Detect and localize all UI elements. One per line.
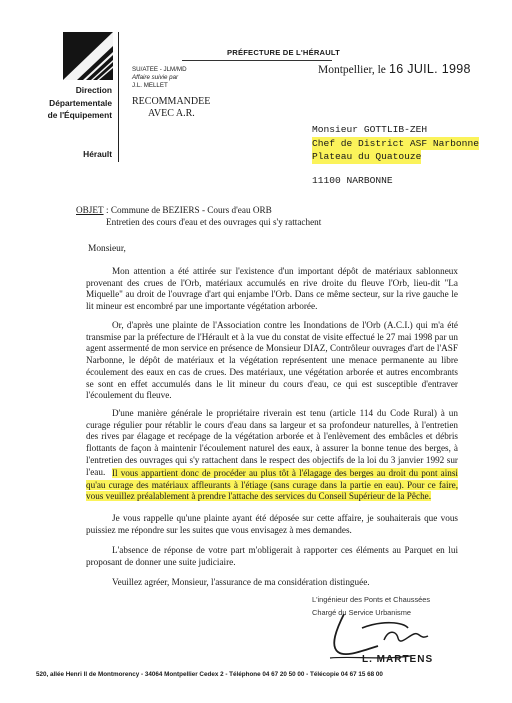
subject-label-text: OBJET xyxy=(76,205,104,215)
recipient-line: Monsieur GOTTLIB-ZEH xyxy=(312,124,428,135)
paragraph-4 xyxy=(86,468,458,503)
recipient-line: Chef de District ASF Narbonne xyxy=(312,137,479,149)
logo-stripes-icon xyxy=(63,32,113,80)
date-stamp: 16 JUIL. 1998 xyxy=(389,62,471,76)
reference-line: J.L. MELLET xyxy=(132,82,168,89)
paragraph-5: Je vous rappelle qu'une plainte ayant été déposée sur cette affaire, je souhaiterais que vous puissiez me répondre sur les suites que vous envisagez à mes demandes. xyxy=(86,513,458,535)
paragraph-2: Or, d'après une plainte de l'Association contre les Inondations de l'Orb (A.C.I.) qui m'a été transmise par la préfecture de l'Hérault et à la vue du constat de visite effectué le 27 mai 1998 par un agent assermenté de mon service en présence de Monsieur DIAZ, Contrôleur ouvrages d'art de l'ASF Narbonne, le dépôt de matériaux et la végétation représentent une menace permanente au libre écoulement des eaux en cas de crues. Des matériaux, une végétation arborée et autres encombrants se sont en effet accumulés dans le lit mineur du cours d'eau, ce qui est susceptible d'entraver l'écoulement du fleuve. xyxy=(86,320,458,401)
sidebar-line: Départementale xyxy=(49,97,112,108)
recipient-line: Plateau du Quatouze xyxy=(312,151,422,162)
salutation: Monsieur, xyxy=(88,244,126,254)
subject-line: Entretien des cours d'eau et des ouvrages qui s'y rattachent xyxy=(106,216,322,227)
subject-label xyxy=(76,205,104,215)
paragraph-3: D'une manière générale le propriétaire riverain est tenu (article 114 du Code Rural) à un curage régulier pour rétablir le cours d'eau dans sa largeur et sa profondeur naturelles, à l'entretien des rives par élagage et recépage de la végétation arborée et à l'enlèvement des embâcles et débris flottants de façon à maintenir l'écoulement naturel des eaux, à assurer la bonne tenue des berges, à l'entretien des ouvrages qui s'y rattachent dans le respect des objectifs de la loi du 3 janvier 1992 sur l'eau. xyxy=(86,408,458,477)
footer-address: 520, allée Henri II de Montmorency - 34064 Montpellier Cedex 2 - Téléphone 04 67 20 50 00 - Télécopie 04 67 15 68 00 xyxy=(36,671,383,678)
subject-line: : Commune de BEZIERS - Cours d'eau ORB xyxy=(106,205,272,215)
subject-text xyxy=(106,205,321,228)
header-divider xyxy=(118,32,119,162)
reference-line: SU/ATEE - JLM/MD xyxy=(132,66,187,73)
signature-title: L'ingénieur des Ponts et Chaussées xyxy=(312,595,431,604)
sidebar-line: de l'Équipement xyxy=(47,110,112,120)
sidebar-line: Direction xyxy=(75,85,112,95)
sidebar-org xyxy=(36,84,112,122)
signature-title: Chargé du Service Urbanisme xyxy=(312,608,411,617)
ministry-logo xyxy=(63,32,113,80)
recipient-line: 11100 NARBONNE xyxy=(312,174,393,186)
mail-mode-line: RECOMMANDEE xyxy=(132,96,211,107)
mail-mode-line: AVEC A.R. xyxy=(148,108,195,119)
recipient-address xyxy=(312,123,512,187)
reference-block xyxy=(132,66,187,90)
paragraph-6: L'absence de réponse de votre part m'obligerait à rapporter ces éléments au Parquet en lui proposant de donner une suite judiciaire. xyxy=(86,545,458,567)
paragraph-1: Mon attention a été attirée sur l'existence d'un important dépôt de matériaux sablonneux provenant des crues de l'Orb, matériaux accumulés en rive droite du fleuve l'Orb, lieu-dit "La Miquelle" au droit de l'ouvrage d'art qui enjambe l'Orb. Dans ce même secteur, sur la rive gauche le lit mineur est encombré par une importante végétation arborée. xyxy=(86,266,458,312)
reference-line: Affaire suivie par xyxy=(132,74,179,81)
mail-mode xyxy=(132,96,210,120)
prefecture-label: PRÉFECTURE DE L'HÉRAULT xyxy=(227,48,340,57)
header-rule xyxy=(182,60,332,61)
city-date: Montpellier, le xyxy=(318,64,386,76)
paragraph-4-highlight: Il vous appartient donc de procéder au plus tôt à l'élagage des berges au droit du pont ainsi qu'au curage des matériaux affleurants à l'étiage (sans curage dans la partie en eau). Pour ce faire, vous veuillez préalablement à prendre l'attache des services du Conseil Supérieur de la Pêche. xyxy=(86,468,458,502)
signatory-name: L. MARTENS xyxy=(362,654,434,665)
closing: Veuillez agréer, Monsieur, l'assurance de ma considération distinguée. xyxy=(112,577,370,587)
sidebar-dept: Hérault xyxy=(83,149,112,159)
